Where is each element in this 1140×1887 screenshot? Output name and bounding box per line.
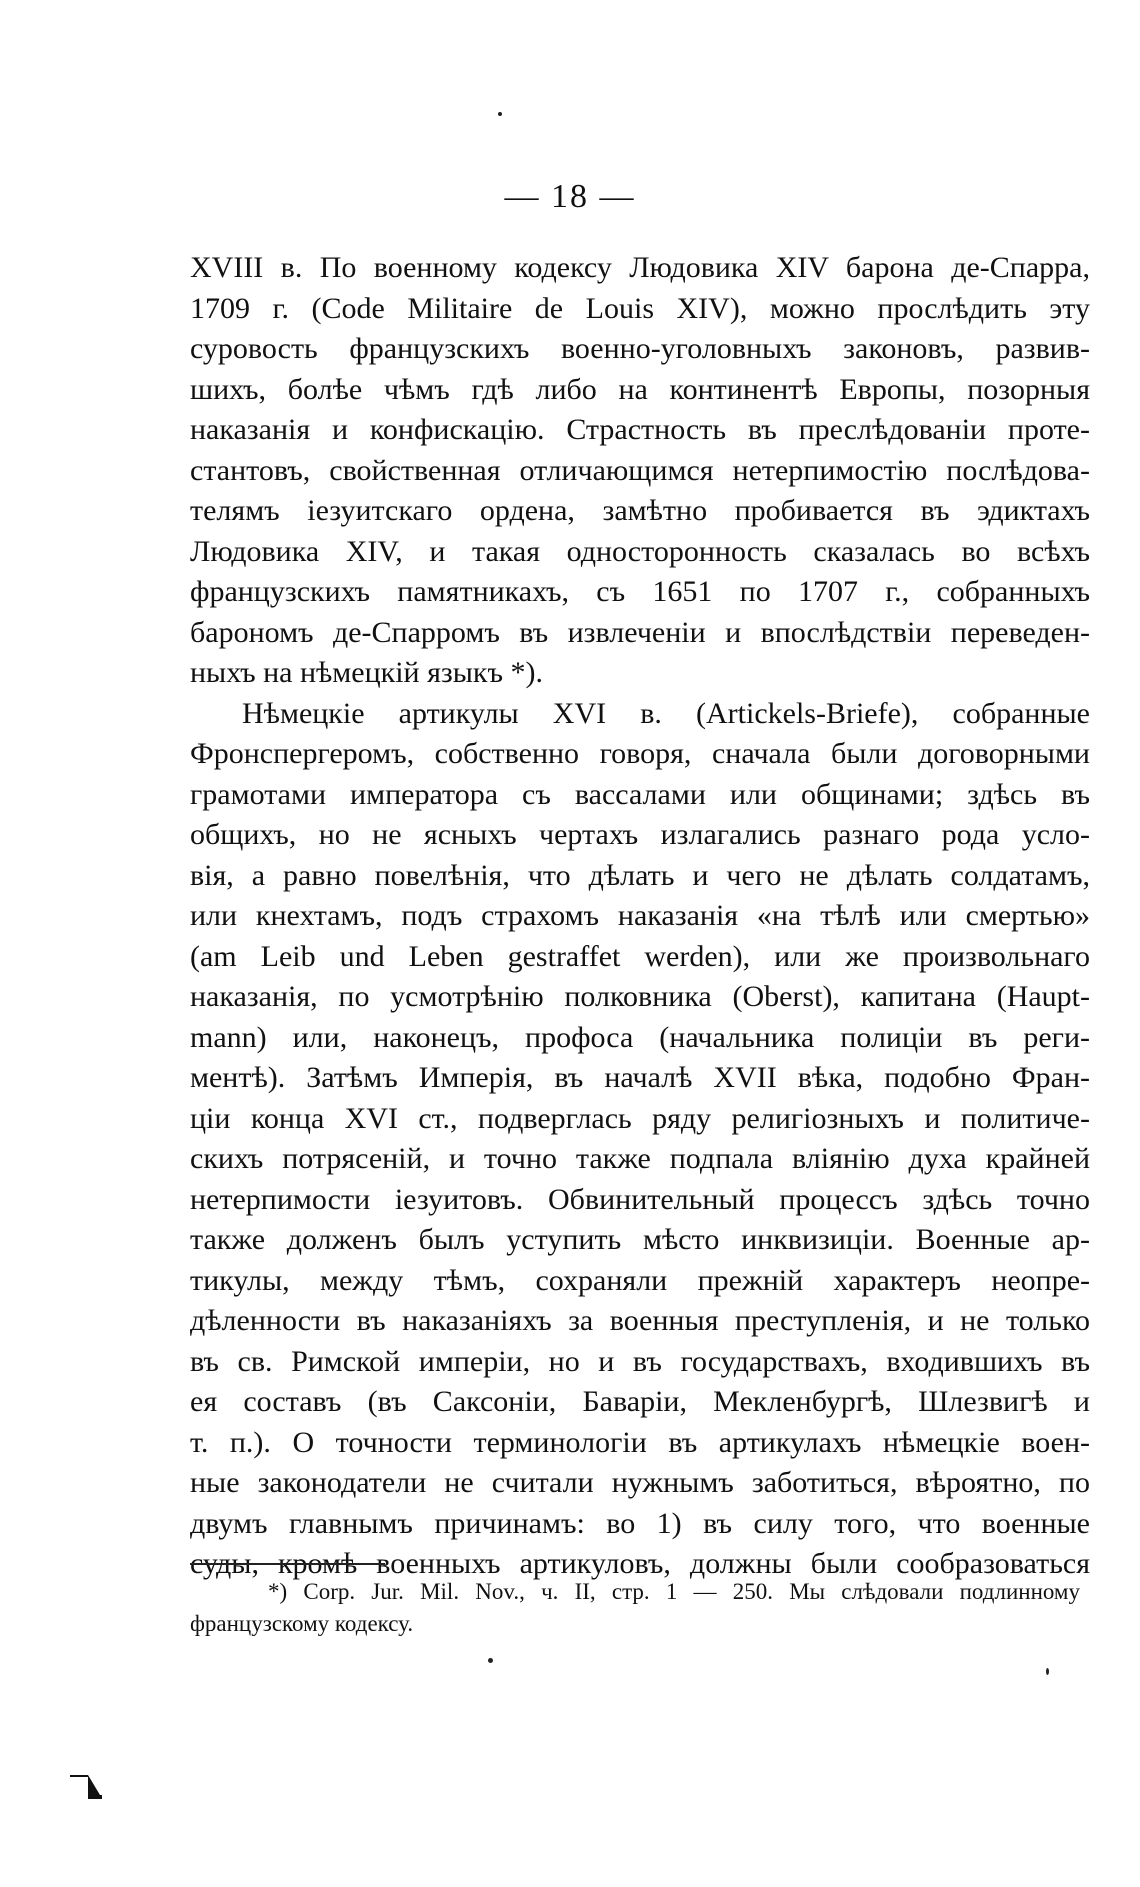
text-line: ные законодатели не считали нужнымъ заботиться, вѣроятно, по: [190, 1466, 1090, 1499]
text-line: вія, а равно повелѣнія, что дѣлать и чего не дѣлать солдатамъ,: [190, 858, 1090, 892]
text-line: суды, кромѣ военныхъ артикуловъ, должны были сообразоваться: [190, 1547, 1090, 1580]
text-line: общихъ, но не ясныхъ чертахъ излагались разнаго рода усло-: [190, 818, 1090, 851]
text-line: нетерпимости іезуитовъ. Обвинительный процессъ здѣсь точно: [190, 1182, 1090, 1216]
text-line: барономъ де-Спарромъ въ извлеченіи и впослѣдствіи переведен-: [190, 615, 1090, 649]
text-line: ныхъ на нѣмецкій языкъ *).: [190, 656, 543, 689]
text-line: Фронспергеромъ, собственно говоря, сначала были договорными: [190, 737, 1090, 770]
page-number: — 18 —: [504, 178, 636, 215]
text-line: двумъ главнымъ причинамъ: во 1) въ силу того, что военные: [190, 1506, 1090, 1540]
footnote-line: французскому кодексу.: [190, 1611, 414, 1636]
text-line: грамотами императора съ вассалами или общинами; здѣсь въ: [190, 777, 1090, 811]
main-text: [190, 248, 1090, 1585]
text-line: или кнехтамъ, подъ страхомъ наказанія «на тѣлѣ или смертью»: [190, 899, 1090, 932]
text-line: XVIII в. По военному кодексу Людовика XIV барона де-Спарра,: [190, 251, 1090, 284]
scan-mark: [70, 1775, 88, 1777]
text-line: суровость французскихъ военно-уголовныхъ законовъ, развив-: [190, 332, 1090, 365]
text-line: (am Leib und Leben gestraffet werden), или же произвольнаго: [190, 939, 1090, 973]
text-line: французскихъ памятникахъ, съ 1651 по 1707 г., собранныхъ: [190, 575, 1090, 608]
text-line: Людовика XIV, и такая односторонность сказалась во всѣхъ: [190, 534, 1090, 568]
footnote: [190, 1576, 1080, 1640]
scan-speck: [488, 1658, 493, 1663]
scan-mark: [88, 1775, 100, 1795]
text-line: въ св. Римской имперіи, но и въ государствахъ, входившихъ въ: [190, 1344, 1090, 1378]
text-line: наказанія и конфискацію. Страстность въ преслѣдованіи проте-: [190, 413, 1090, 446]
text-line: 1709 г. (Code Militaire de Louis XIV), можно прослѣдить эту: [190, 291, 1090, 325]
text-line: mann) или, наконецъ, профоса (начальника полиціи въ реги-: [190, 1020, 1090, 1054]
scan-speck: [498, 112, 502, 116]
text-line: ціи конца XVI ст., подверглась ряду религіозныхъ и политиче-: [190, 1101, 1090, 1135]
footnote-line: *) Corp. Jur. Mil. Nov., ч. II, стр. 1 — 250. Мы слѣдовали подлинному: [268, 1579, 1080, 1604]
text-line: тикулы, между тѣмъ, сохраняли прежній характеръ неопре-: [190, 1263, 1090, 1297]
text-line: дѣленности въ наказаніяхъ за военныя преступленія, и не только: [190, 1304, 1090, 1337]
text-line: ментѣ). Затѣмъ Имперія, въ началѣ XVII вѣка, подобно Фран-: [190, 1061, 1090, 1094]
text-line: ея составъ (въ Саксоніи, Баваріи, Мекленбургѣ, Шлезвигѣ и: [190, 1385, 1090, 1418]
text-line: телямъ іезуитскаго ордена, замѣтно пробивается въ эдиктахъ: [190, 494, 1090, 527]
text-line: Нѣмецкіе артикулы XVI в. (Artickels-Briefe), собранные: [242, 696, 1090, 730]
scan-speck: [1046, 1668, 1049, 1675]
footnote-divider: [190, 1563, 385, 1565]
text-line: т. п.). О точности терминологіи въ артикулахъ нѣмецкіе воен-: [190, 1425, 1090, 1459]
text-line: шихъ, болѣе чѣмъ гдѣ либо на континентѣ Европы, позорныя: [190, 372, 1090, 406]
text-line: скихъ потрясеній, и точно также подпала вліянію духа крайней: [190, 1142, 1090, 1175]
text-line: также долженъ былъ уступить мѣсто инквизиціи. Военные ар-: [190, 1223, 1090, 1256]
text-line: стантовъ, свойственная отличающимся нетерпимостію послѣдова-: [190, 453, 1090, 487]
text-line: наказанія, по усмотрѣнію полковника (Oberst), капитана (Haupt-: [190, 980, 1090, 1013]
